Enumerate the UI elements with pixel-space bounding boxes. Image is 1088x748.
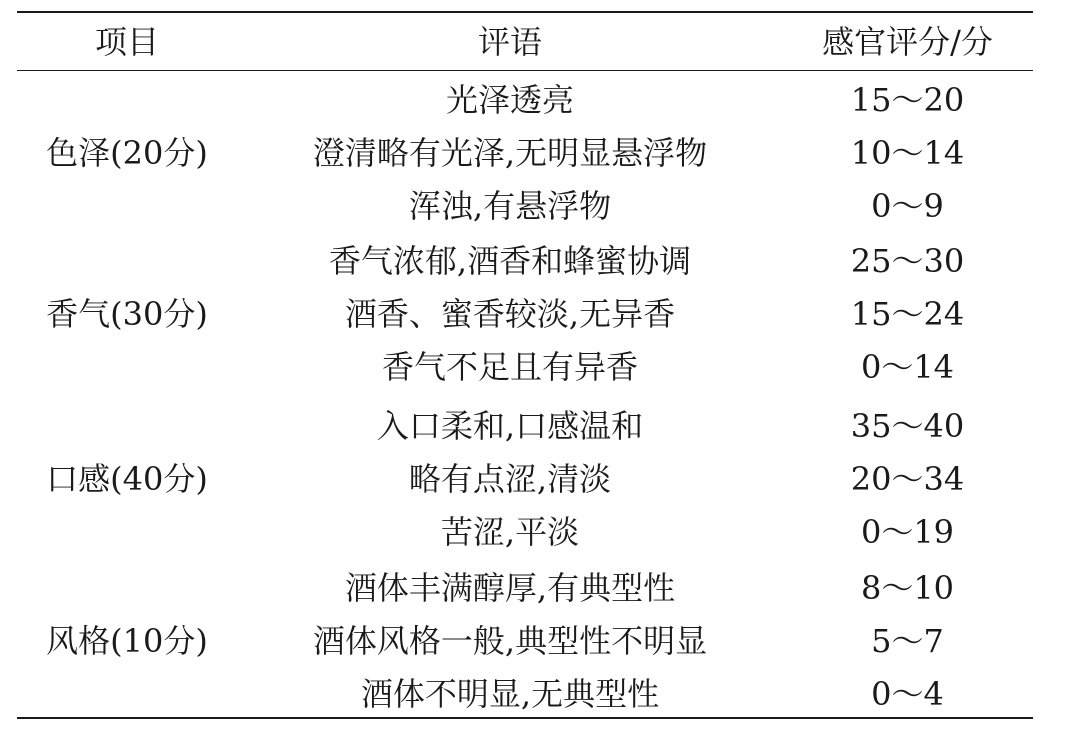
comment-cell: 酒香、蜜香较淡,无异香 [344,295,676,333]
score-cell: 35～40 [850,407,965,445]
category-taste: 口感(40分) [46,460,208,498]
score-cell: 0～9 [871,187,944,225]
comment-cell: 香气不足且有异香 [381,348,638,386]
score-cell: 0～14 [860,348,955,386]
category-aroma: 香气(30分) [46,295,208,333]
score-cell: 15～24 [850,295,965,333]
header-item: 项目 [94,23,159,61]
category-color: 色泽(20分) [46,134,208,172]
comment-cell: 入口柔和,口感温和 [376,407,644,445]
comment-cell: 香气浓郁,酒香和蜂蜜协调 [328,242,692,280]
table-top-rule [17,11,1033,13]
comment-cell: 酒体不明显,无典型性 [360,675,660,713]
score-cell: 15～20 [850,81,965,119]
score-cell: 10～14 [850,134,965,172]
category-style: 风格(10分) [46,622,208,660]
comment-cell: 光泽透亮 [445,81,574,119]
score-cell: 0～4 [871,675,944,713]
score-cell: 20～34 [850,460,965,498]
table-header-rule [17,70,1033,71]
comment-cell: 浑浊,有悬浮物 [408,187,612,225]
comment-cell: 略有点涩,清淡 [408,460,612,498]
comment-cell: 酒体丰满醇厚,有典型性 [344,569,676,607]
score-cell: 0～19 [860,513,955,551]
comment-cell: 酒体风格一般,典型性不明显 [312,622,708,660]
score-cell: 25～30 [850,242,965,280]
score-cell: 8～10 [860,569,955,607]
table-bottom-rule [17,717,1033,719]
score-cell: 5～7 [871,622,944,660]
header-comment: 评语 [477,23,542,61]
header-score: 感官评分/分 [822,23,993,61]
comment-cell: 苦涩,平淡 [440,513,580,551]
comment-cell: 澄清略有光泽,无明显悬浮物 [312,134,708,172]
